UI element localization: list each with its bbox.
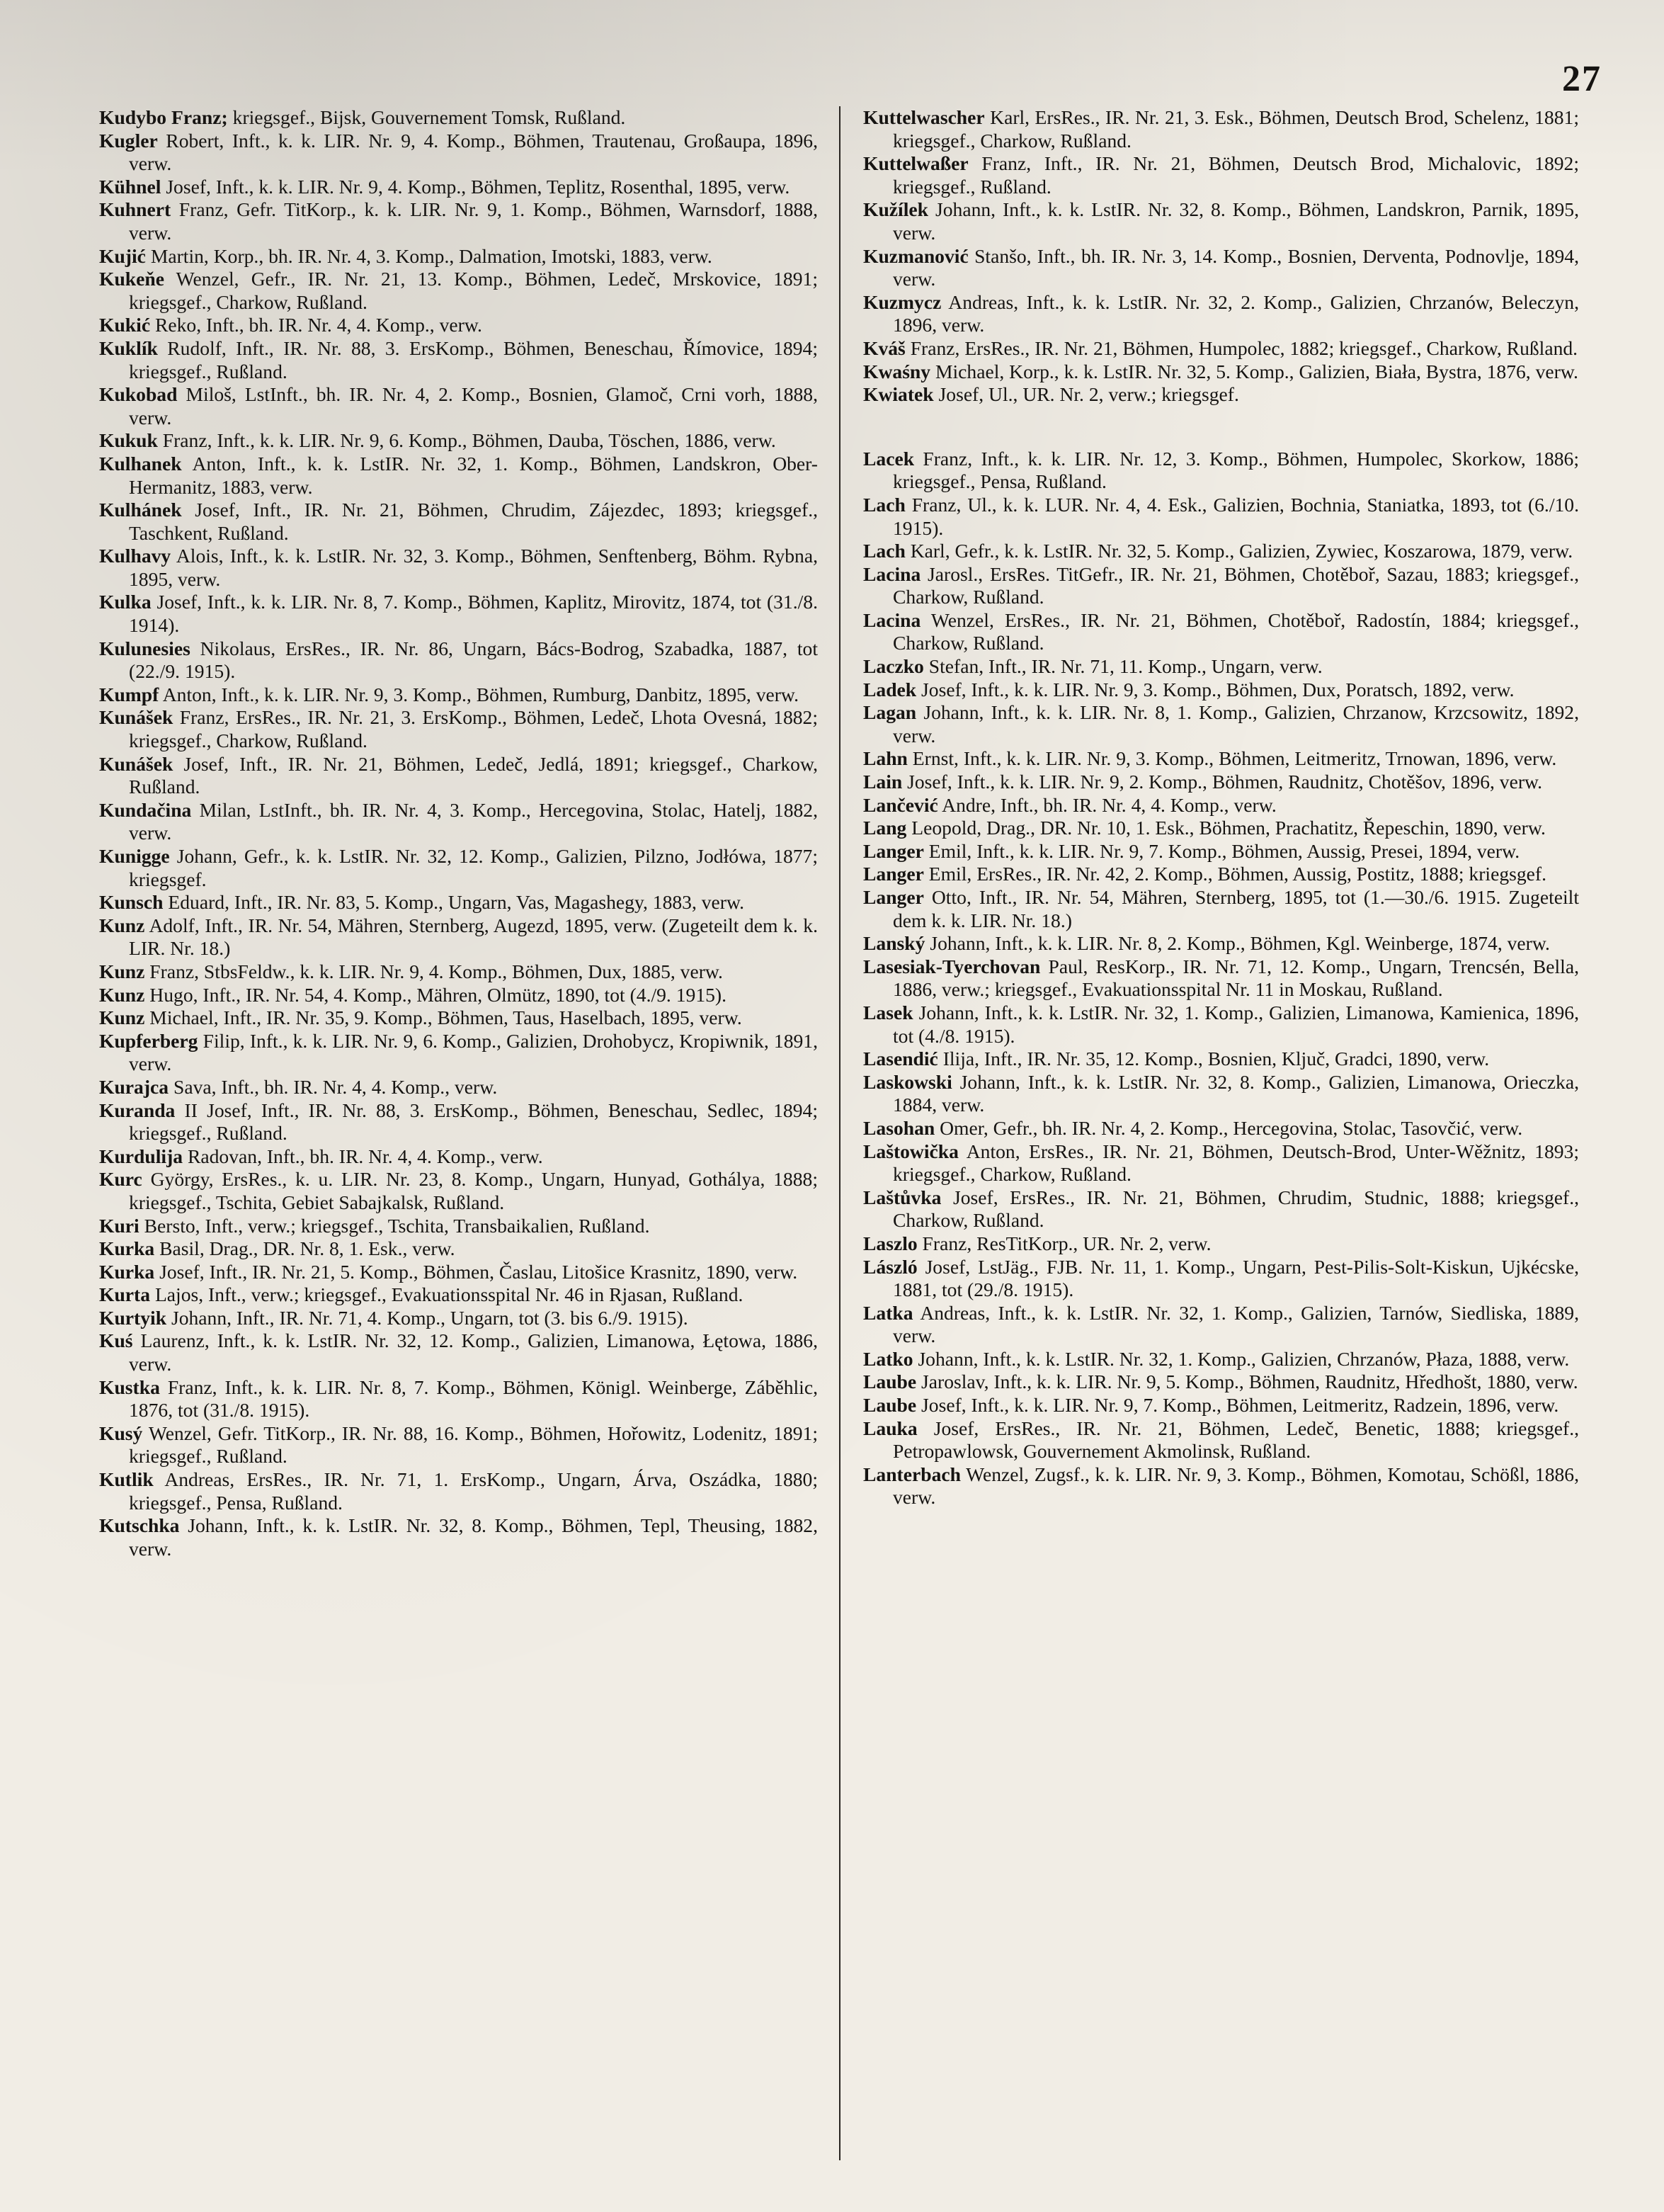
entry-surname: Kurc — [99, 1168, 142, 1191]
directory-entry — [99, 499, 818, 545]
directory-entry — [99, 1468, 818, 1514]
entry-surname: Kuzmanović — [863, 244, 969, 267]
entry-details: Johann, Gefr., k. k. LstIR. Nr. 32, 12. Komp., Galizien, Pilzno, Jodłówa, 1877; kriegsgef. — [129, 845, 818, 890]
entry-details: Wenzel, Gefr. TitKorp., IR. Nr. 88, 16. Komp., Böhmen, Hořowitz, Lodenitz, 1891; kriegsgef., Rußland. — [129, 1422, 818, 1468]
entry-surname: Kunášek — [99, 752, 173, 775]
directory-entry — [863, 245, 1579, 291]
directory-entry — [99, 106, 818, 130]
entry-details: Sava, Inft., bh. IR. Nr. 4, 4. Komp., verw. — [169, 1075, 498, 1098]
entry-details: Reko, Inft., bh. IR. Nr. 4, 4. Komp., verw. — [150, 314, 482, 336]
directory-entry — [99, 1283, 818, 1307]
entry-surname: Kunsch — [99, 891, 164, 914]
entry-surname: Lacek — [863, 447, 915, 470]
entry-surname: Latko — [863, 1347, 913, 1370]
directory-entry — [99, 1514, 818, 1560]
entry-details: Josef, Inft., IR. Nr. 21, 5. Komp., Böhmen, Časlau, Litošice Krasnitz, 1890, verw. — [154, 1260, 798, 1283]
directory-entry — [863, 540, 1579, 563]
entry-details: Franz, Ul., k. k. LUR. Nr. 4, 4. Esk., Galizien, Bochnia, Staniatka, 1893, tot (6./10. 1915). — [893, 493, 1579, 539]
entry-surname: Lagan — [863, 701, 917, 724]
directory-entry — [863, 563, 1579, 609]
entry-details: Stanšo, Inft., bh. IR. Nr. 3, 14. Komp., Bosnien, Derventa, Podnovlje, 1894, verw. — [893, 244, 1579, 290]
directory-entry — [863, 1117, 1579, 1140]
entry-surname: Kurdulija — [99, 1145, 183, 1167]
entry-details: Stefan, Inft., IR. Nr. 71, 11. Komp., Ungarn, verw. — [923, 655, 1323, 678]
directory-entry — [99, 1006, 818, 1030]
entry-surname: Latka — [863, 1301, 913, 1324]
entry-details: Franz, Inft., k. k. LIR. Nr. 9, 6. Komp., Böhmen, Dauba, Töschen, 1886, verw. — [157, 429, 776, 452]
entry-details: Anton, ErsRes., IR. Nr. 21, Böhmen, Deutsch-Brod, Unter-Wěžnitz, 1893; kriegsgef., Charkow, Rußland. — [893, 1140, 1579, 1186]
directory-entry — [863, 1302, 1579, 1348]
directory-entry — [863, 1002, 1579, 1048]
directory-entry — [99, 337, 818, 383]
entry-details: György, ErsRes., k. u. LIR. Nr. 23, 8. Komp., Ungarn, Hunyad, Gothálya, 1888; kriegsgef., Tschita, Gebiet Sabajkalsk, Rußland. — [129, 1168, 818, 1213]
entry-details: Josef, Inft., k. k. LIR. Nr. 9, 7. Komp., Böhmen, Leitmeritz, Radzein, 1896, verw. — [916, 1394, 1559, 1417]
entry-details: Franz, ErsRes., IR. Nr. 21, Böhmen, Humpolec, 1882; kriegsgef., Charkow, Rußland. — [905, 336, 1578, 359]
entry-surname: Laštůvka — [863, 1186, 942, 1208]
entry-details: Johann, Inft., k. k. LIR. Nr. 8, 2. Komp., Böhmen, Kgl. Weinberge, 1874, verw. — [925, 932, 1550, 955]
directory-entry — [863, 1048, 1579, 1071]
directory-entry — [99, 268, 818, 314]
entry-details: Laurenz, Inft., k. k. LstIR. Nr. 32, 12. Komp., Galizien, Limanowa, Łętowa, 1886, verw. — [129, 1329, 818, 1376]
entry-details: Michael, Inft., IR. Nr. 35, 9. Komp., Böhmen, Taus, Haselbach, 1895, verw. — [144, 1006, 742, 1029]
entry-surname: Kulhavy — [99, 545, 171, 567]
entry-details: Andreas, Inft., k. k. LstIR. Nr. 32, 2. Komp., Galizien, Chrzanów, Beleczyn, 1896, verw. — [893, 290, 1579, 336]
entry-details: Emil, Inft., k. k. LIR. Nr. 9, 7. Komp., Böhmen, Aussig, Presei, 1894, verw. — [923, 839, 1520, 862]
entry-details: Johann, Inft., k. k. LIR. Nr. 8, 1. Komp., Galizien, Chrzanow, Krzcsowitz, 1892, verw. — [893, 701, 1579, 747]
entry-details: Josef, Inft., IR. Nr. 21, Böhmen, Ledeč, Jedlá, 1891; kriegsgef., Charkow, Rußland. — [129, 752, 818, 798]
entry-surname: Kuklík — [99, 336, 158, 359]
entry-details: Karl, ErsRes., IR. Nr. 21, 3. Esk., Böhmen, Deutsch Brod, Schelenz, 1881; kriegsgef., Charkow, Rußland. — [893, 106, 1579, 152]
right-column-group-l — [863, 448, 1579, 1509]
directory-entry — [99, 1422, 818, 1468]
directory-entry — [863, 655, 1579, 679]
directory-entry — [99, 1215, 818, 1238]
directory-entry — [99, 1076, 818, 1099]
entry-surname: Lahn — [863, 747, 908, 770]
entry-details: Lajos, Inft., verw.; kriegsgef., Evakuationsspital Nr. 46 in Rjasan, Rußland. — [150, 1283, 743, 1306]
entry-surname: Kužílek — [863, 198, 928, 221]
directory-entry — [863, 932, 1579, 955]
entry-details: Josef, Inft., k. k. LIR. Nr. 9, 3. Komp., Böhmen, Dux, Poratsch, 1892, verw. — [916, 678, 1515, 701]
entry-details: Franz, ResTitKorp., UR. Nr. 2, verw. — [917, 1232, 1212, 1254]
directory-entry — [863, 1232, 1579, 1256]
entry-details: Franz, ErsRes., IR. Nr. 21, 3. ErsKomp., Böhmen, Ledeč, Lhota Ovesná, 1882; kriegsgef., Charkow, Rußland. — [129, 706, 818, 752]
entry-details: Basil, Drag., DR. Nr. 8, 1. Esk., verw. — [154, 1237, 455, 1260]
directory-entry — [99, 545, 818, 591]
directory-entry — [99, 1168, 818, 1214]
entry-surname: Kunigge — [99, 845, 170, 867]
directory-entry — [863, 337, 1579, 361]
directory-entry — [863, 152, 1579, 198]
entry-surname: Kwaśny — [863, 360, 931, 382]
entry-surname: Lach — [863, 493, 906, 516]
directory-entry — [99, 984, 818, 1007]
entry-surname: Lasendić — [863, 1048, 938, 1070]
entry-surname: Kukić — [99, 314, 151, 336]
directory-entry — [863, 448, 1579, 494]
directory-entry — [863, 1371, 1579, 1394]
directory-entry — [863, 794, 1579, 817]
columns — [99, 106, 1614, 2160]
entry-details: Alois, Inft., k. k. LstIR. Nr. 32, 3. Komp., Böhmen, Senftenberg, Böhm. Rybna, 1895, verw. — [129, 545, 818, 590]
section-gap — [863, 407, 1579, 448]
directory-entry — [863, 1348, 1579, 1371]
directory-entry — [99, 1237, 818, 1261]
entry-surname: Kunz — [99, 1006, 145, 1029]
entry-surname: Kurtyik — [99, 1306, 167, 1329]
entry-surname: Lasohan — [863, 1116, 935, 1139]
entry-surname: Lang — [863, 817, 907, 839]
entry-details: Martin, Korp., bh. IR. Nr. 4, 3. Komp., Dalmation, Imotski, 1883, verw. — [145, 244, 712, 267]
directory-entry — [99, 753, 818, 799]
directory-entry — [99, 176, 818, 199]
directory-entry — [863, 383, 1579, 407]
directory-entry — [99, 1145, 818, 1169]
entry-surname: Laštowička — [863, 1140, 959, 1162]
entry-surname: Kupferberg — [99, 1029, 198, 1052]
entry-details: Paul, ResKorp., IR. Nr. 71, 12. Komp., Ungarn, Trencsén, Bella, 1886, verw.; kriegsgef., Evakuationsspital Nr. 11 in Moskau, Rußland. — [893, 955, 1579, 1001]
directory-entry — [863, 1186, 1579, 1232]
entry-surname: Kunášek — [99, 706, 173, 729]
entry-details: Eduard, Inft., IR. Nr. 83, 5. Komp., Ungarn, Vas, Magashegy, 1883, verw. — [163, 891, 745, 914]
directory-entry — [99, 198, 818, 244]
directory-entry — [863, 291, 1579, 337]
directory-entry — [99, 1261, 818, 1284]
directory-entry — [863, 863, 1579, 886]
directory-entry — [99, 706, 818, 752]
entry-details: Franz, StbsFeldw., k. k. LIR. Nr. 9, 4. Komp., Böhmen, Dux, 1885, verw. — [144, 960, 723, 982]
entry-details: Nikolaus, ErsRes., IR. Nr. 86, Ungarn, Bács-Bodrog, Szabadka, 1887, tot (22./9. 1915). — [129, 637, 818, 683]
entry-details: Andreas, ErsRes., IR. Nr. 71, 1. ErsKomp., Ungarn, Árva, Oszádka, 1880; kriegsgef., Pensa, Rußland. — [129, 1468, 818, 1514]
directory-entry — [99, 1307, 818, 1330]
entry-surname: Lacina — [863, 608, 921, 631]
entry-surname: Kuzmycz — [863, 290, 942, 313]
entry-surname: Kulhanek — [99, 452, 182, 475]
entry-details: Josef, Inft., k. k. LIR. Nr. 8, 7. Komp., Böhmen, Kaplitz, Mirovitz, 1874, tot (31./8. 1914). — [129, 591, 818, 637]
entry-details: Filip, Inft., k. k. LIR. Nr. 9, 6. Komp., Galizien, Drohobycz, Kropiwnik, 1891, verw. — [129, 1029, 818, 1075]
directory-entry — [99, 1099, 818, 1145]
directory-entry — [99, 383, 818, 429]
entry-surname: Lacina — [863, 562, 921, 585]
directory-entry — [99, 1329, 818, 1376]
entry-details: Johann, Inft., k. k. LstIR. Nr. 32, 8. Komp., Böhmen, Landskron, Parnik, 1895, verw. — [893, 198, 1579, 244]
entry-surname: Kudybo Franz; — [99, 106, 228, 128]
entry-surname: Laszlo — [863, 1232, 918, 1254]
entry-surname: Kunz — [99, 960, 145, 982]
entry-details: Andreas, Inft., k. k. LstIR. Nr. 32, 1. Komp., Galizien, Tarnów, Siedliska, 1889, verw. — [893, 1301, 1579, 1347]
directory-entry — [863, 361, 1579, 384]
directory-entry — [99, 245, 818, 268]
entry-surname: Langer — [863, 839, 924, 862]
directory-entry — [863, 494, 1579, 540]
entry-details: Anton, Inft., k. k. LstIR. Nr. 32, 1. Komp., Böhmen, Landskron, Ober-Hermanitz, 1883, verw. — [129, 452, 818, 498]
entry-surname: Laczko — [863, 655, 924, 678]
entry-details: Jaroslav, Inft., k. k. LIR. Nr. 9, 5. Komp., Böhmen, Raudnitz, Hředhošt, 1880, verw. — [916, 1371, 1578, 1393]
entry-details: Wenzel, Gefr., IR. Nr. 21, 13. Komp., Böhmen, Ledeč, Mrskovice, 1891; kriegsgef., Charkow, Rußland. — [129, 268, 818, 313]
entry-details: Michael, Korp., k. k. LstIR. Nr. 32, 5. Komp., Galizien, Biała, Bystra, 1876, verw. — [930, 360, 1578, 382]
entry-surname: Kulhánek — [99, 499, 182, 521]
entry-surname: Kutschka — [99, 1514, 180, 1537]
directory-entry — [863, 840, 1579, 863]
entry-details: Jarosl., ErsRes. TitGefr., IR. Nr. 21, Böhmen, Chotěboř, Sazau, 1883; kriegsgef., Charkow, Rußland. — [893, 562, 1579, 608]
directory-entry — [863, 747, 1579, 771]
entry-surname: Laskowski — [863, 1070, 952, 1093]
directory-entry — [863, 955, 1579, 1002]
directory-entry — [99, 429, 818, 453]
entry-surname: Kulunesies — [99, 637, 190, 659]
directory-entry — [99, 914, 818, 960]
directory-entry — [99, 130, 818, 176]
entry-surname: Lanterbach — [863, 1463, 961, 1485]
entry-surname: Kuranda — [99, 1099, 176, 1121]
entry-details: Rudolf, Inft., IR. Nr. 88, 3. ErsKomp., Böhmen, Beneschau, Římovice, 1894; kriegsgef., Rußland. — [129, 336, 818, 382]
entry-surname: Lančević — [863, 793, 938, 816]
entry-surname: Kunz — [99, 983, 145, 1006]
entry-surname: Lain — [863, 771, 903, 793]
directory-entry — [99, 591, 818, 637]
entry-surname: Kukeňe — [99, 268, 164, 290]
directory-entry — [99, 1376, 818, 1422]
entry-details: Johann, Inft., k. k. LstIR. Nr. 32, 1. Komp., Galizien, Limanowa, Kamienica, 1896, tot (4./8. 1915). — [893, 1001, 1579, 1047]
entry-surname: Lasesiak-Tyerchovan — [863, 955, 1041, 977]
entry-details: Leopold, Drag., DR. Nr. 10, 1. Esk., Böhmen, Prachatitz, Řepeschin, 1890, verw. — [906, 817, 1546, 839]
directory-entry — [99, 799, 818, 845]
directory-entry — [99, 314, 818, 337]
entry-details: Radovan, Inft., bh. IR. Nr. 4, 4. Komp., verw. — [183, 1145, 543, 1167]
entry-details: Adolf, Inft., IR. Nr. 54, Mähren, Sternberg, Augezd, 1895, verw. (Zugeteilt dem k. k. LIR. Nr. 18.) — [129, 914, 818, 960]
entry-surname: Kunz — [99, 914, 145, 936]
right-column-group-k — [863, 106, 1579, 407]
entry-details: Emil, ErsRes., IR. Nr. 42, 2. Komp., Böhmen, Aussig, Postitz, 1888; kriegsgef. — [923, 863, 1546, 885]
directory-entry — [863, 771, 1579, 794]
directory-entry — [99, 637, 818, 684]
directory-entry — [99, 1030, 818, 1076]
entry-details: Johann, Inft., IR. Nr. 71, 4. Komp., Ungarn, tot (3. bis 6./9. 1915). — [166, 1306, 688, 1329]
directory-entry — [863, 106, 1579, 152]
entry-surname: Laube — [863, 1371, 917, 1393]
entry-surname: Kuś — [99, 1329, 133, 1352]
directory-entry — [863, 198, 1579, 244]
directory-entry — [863, 817, 1579, 840]
entry-surname: Lasek — [863, 1001, 913, 1023]
entry-details: Wenzel, ErsRes., IR. Nr. 21, Böhmen, Chotěboř, Radostín, 1884; kriegsgef., Charkow, Rußland. — [893, 608, 1579, 654]
entry-surname: Kumpf — [99, 683, 159, 705]
entry-details: Ilija, Inft., IR. Nr. 35, 12. Komp., Bosnien, Ključ, Gradci, 1890, verw. — [938, 1048, 1490, 1070]
entry-surname: Langer — [863, 886, 924, 908]
entry-surname: Lach — [863, 540, 906, 562]
directory-entry — [99, 960, 818, 984]
entry-surname: Ladek — [863, 678, 917, 701]
entry-surname: Kusý — [99, 1422, 143, 1444]
entry-surname: Kurka — [99, 1260, 155, 1283]
entry-details: Josef, Inft., IR. Nr. 21, Böhmen, Chrudim, Zájezdec, 1893; kriegsgef., Taschkent, Rußland. — [129, 499, 818, 544]
entry-details: Omer, Gefr., bh. IR. Nr. 4, 2. Komp., Hercegovina, Stolac, Tasovčić, verw. — [935, 1116, 1523, 1139]
entry-details: Bersto, Inft., verw.; kriegsgef., Tschita, Transbaikalien, Rußland. — [139, 1214, 650, 1237]
directory-entry — [99, 684, 818, 707]
entry-details: II Josef, Inft., IR. Nr. 88, 3. ErsKomp., Böhmen, Beneschau, Sedlec, 1894; kriegsgef., Rußland. — [129, 1099, 818, 1145]
entry-details: Karl, Gefr., k. k. LstIR. Nr. 32, 5. Komp., Galizien, Zywiec, Koszarowa, 1879, verw. — [905, 540, 1573, 562]
directory-entry — [863, 1256, 1579, 1302]
entry-details: Franz, Inft., k. k. LIR. Nr. 12, 3. Komp., Böhmen, Humpolec, Skorkow, 1886; kriegsgef., Pensa, Rußland. — [893, 447, 1579, 493]
entry-details: Anton, Inft., k. k. LIR. Nr. 9, 3. Komp., Böhmen, Rumburg, Danbitz, 1895, verw. — [159, 683, 799, 705]
entry-surname: Lanský — [863, 932, 925, 955]
entry-surname: Kurka — [99, 1237, 155, 1260]
entry-details: Josef, Inft., k. k. LIR. Nr. 9, 2. Komp., Böhmen, Raudnitz, Chotěšov, 1896, verw. — [902, 771, 1543, 793]
entry-surname: Kuri — [99, 1214, 139, 1237]
entry-surname: Kulka — [99, 591, 152, 613]
entry-surname: Kugler — [99, 129, 158, 152]
left-column — [99, 106, 839, 2160]
entry-surname: Laube — [863, 1394, 917, 1417]
entry-surname: Kurta — [99, 1283, 151, 1306]
entry-details: Milan, LstInft., bh. IR. Nr. 4, 3. Komp., Hercegovina, Stolac, Hatelj, 1882, verw. — [129, 798, 818, 844]
entry-surname: Kwiatek — [863, 383, 934, 406]
page-number: 27 — [1562, 59, 1602, 99]
directory-entry — [863, 1394, 1579, 1417]
directory-entry — [863, 1140, 1579, 1186]
entry-surname: Kujić — [99, 244, 146, 267]
entry-surname: Kváš — [863, 336, 906, 359]
directory-entry — [99, 453, 818, 499]
entry-surname: Kutlik — [99, 1468, 154, 1491]
entry-surname: Lauka — [863, 1417, 918, 1439]
entry-details: Andre, Inft., bh. IR. Nr. 4, 4. Komp., verw. — [938, 793, 1277, 816]
directory-entry — [863, 679, 1579, 702]
entry-details: Franz, Inft., IR. Nr. 21, Böhmen, Deutsch Brod, Michalovic, 1892; kriegsgef., Rußland. — [893, 152, 1579, 198]
entry-details: Franz, Gefr. TitKorp., k. k. LIR. Nr. 9, 1. Komp., Böhmen, Warnsdorf, 1888, verw. — [129, 198, 818, 244]
entry-surname: Kustka — [99, 1376, 160, 1398]
entry-surname: Langer — [863, 863, 924, 885]
directory-entry — [863, 609, 1579, 655]
entry-surname: Kuhnert — [99, 198, 171, 221]
entry-surname: Kurajca — [99, 1075, 169, 1098]
directory-entry — [863, 1071, 1579, 1117]
entry-details: Johann, Inft., k. k. LstIR. Nr. 32, 8. Komp., Galizien, Limanowa, Orieczka, 1884, verw. — [893, 1070, 1579, 1116]
entry-details: Hugo, Inft., IR. Nr. 54, 4. Komp., Mähren, Olmütz, 1890, tot (4./9. 1915). — [144, 983, 727, 1006]
directory-entry — [863, 886, 1579, 932]
entry-details: Robert, Inft., k. k. LIR. Nr. 9, 4. Komp., Böhmen, Trautenau, Großaupa, 1896, verw. — [129, 129, 818, 175]
entry-details: kriegsgef., Bijsk, Gouvernement Tomsk, Rußland. — [227, 106, 626, 128]
entry-surname: Kühnel — [99, 175, 161, 198]
entry-details: Wenzel, Zugsf., k. k. LIR. Nr. 9, 3. Komp., Böhmen, Komotau, Schößl, 1886, verw. — [893, 1463, 1579, 1509]
entry-surname: Kundačina — [99, 798, 192, 821]
entry-details: Josef, Inft., k. k. LIR. Nr. 9, 4. Komp., Böhmen, Teplitz, Rosenthal, 1895, verw. — [161, 175, 790, 198]
entry-details: Miloš, LstInft., bh. IR. Nr. 4, 2. Komp., Bosnien, Glamoč, Crni vorh, 1888, verw. — [129, 383, 818, 429]
entry-surname: László — [863, 1255, 918, 1278]
directory-entry — [99, 891, 818, 914]
directory-entry — [863, 1463, 1579, 1509]
right-column — [839, 106, 1579, 2160]
entry-details: Otto, Inft., IR. Nr. 54, Mähren, Sternberg, 1895, tot (1.—30./6. 1915. Zugeteilt dem k. k. LIR. Nr. 18.) — [893, 886, 1579, 931]
entry-details: Ernst, Inft., k. k. LIR. Nr. 9, 3. Komp., Böhmen, Leitmeritz, Trnowan, 1896, verw. — [907, 747, 1557, 770]
entry-surname: Kuttelwascher — [863, 106, 985, 128]
entry-details: Josef, Ul., UR. Nr. 2, verw.; kriegsgef. — [933, 383, 1239, 406]
entry-details: Josef, ErsRes., IR. Nr. 21, Böhmen, Ledeč, Benetic, 1888; kriegsgef., Petropawlowsk, Gouvernement Akmolinsk, Rußland. — [893, 1417, 1579, 1463]
directory-entry — [99, 845, 818, 891]
entry-details: Josef, ErsRes., IR. Nr. 21, Böhmen, Chrudim, Studnic, 1888; kriegsgef., Charkow, Rußland. — [893, 1186, 1579, 1232]
entry-surname: Kukobad — [99, 383, 178, 406]
entry-surname: Kuttelwaßer — [863, 152, 969, 175]
directory-entry — [863, 1417, 1579, 1463]
entry-surname: Kukuk — [99, 429, 158, 452]
directory-entry — [863, 701, 1579, 747]
entry-details: Franz, Inft., k. k. LIR. Nr. 8, 7. Komp., Böhmen, Königl. Weinberge, Záběhlic, 1876, tot (31./8. 1915). — [129, 1376, 818, 1422]
entry-details: Johann, Inft., k. k. LstIR. Nr. 32, 1. Komp., Galizien, Chrzanów, Płaza, 1888, verw. — [913, 1347, 1570, 1370]
entry-details: Josef, LstJäg., FJB. Nr. 11, 1. Komp., Ungarn, Pest-Pilis-Solt-Kiskun, Ujkécske, 1881, tot (29./8. 1915). — [893, 1255, 1579, 1301]
entry-details: Johann, Inft., k. k. LstIR. Nr. 32, 8. Komp., Böhmen, Tepl, Theusing, 1882, verw. — [129, 1514, 818, 1560]
